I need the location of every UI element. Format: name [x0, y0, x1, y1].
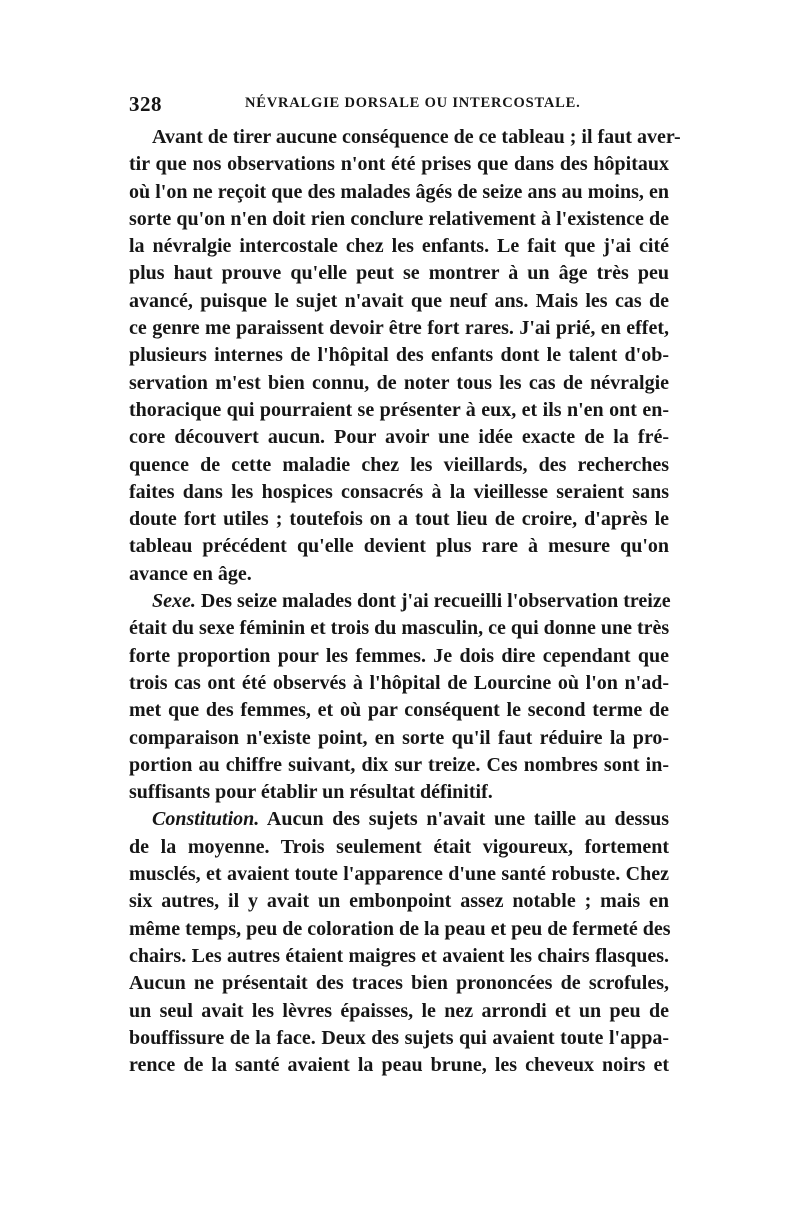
- text-line-rest: Aucun des sujets n'avait une taille au dessus: [259, 808, 669, 831]
- text-line: portion au chiffre suivant, dix sur treize. Ces nombres sont in-: [129, 753, 669, 776]
- running-title: NÉVRALGIE DORSALE OU INTERCOSTALE.: [245, 95, 581, 111]
- text-line: même temps, peu de coloration de la peau et peu de fermeté des: [129, 917, 671, 940]
- text-line: sorte qu'on n'en doit rien conclure relativement à l'existence de: [129, 207, 669, 230]
- text-line: [129, 806, 669, 833]
- text-line: avancé, puisque le sujet n'avait que neuf ans. Mais les cas de: [129, 289, 669, 312]
- text-line: forte proportion pour les femmes. Je dois dire cependant que: [129, 644, 669, 667]
- text-line: était du sexe féminin et trois du masculin, ce qui donne une très: [129, 617, 670, 640]
- text-line: [129, 588, 669, 615]
- text-line: de la moyenne. Trois seulement était vigoureux, fortement: [129, 835, 669, 858]
- text-line: Avant de tirer aucune conséquence de ce tableau ; il faut aver-: [152, 126, 681, 148]
- text-line: où l'on ne reçoit que des malades âgés de seize ans au moins, en: [129, 180, 669, 203]
- text-line: suffisants pour établir un résultat définitif.: [129, 781, 493, 804]
- text-line: thoracique qui pourraient se présenter à eux, et ils n'en ont en-: [129, 398, 669, 421]
- text-line: ce genre me paraissent devoir être fort rares. J'ai prié, en effet,: [129, 317, 669, 340]
- text-line-rest: Des seize malades dont j'ai recueilli l'observation treize: [195, 590, 671, 613]
- text-line: servation m'est bien connu, de noter tous les cas de névralgie: [129, 371, 669, 394]
- text-line: avance en âge.: [129, 562, 252, 585]
- text-line: core découvert aucun. Pour avoir une idée exacte de la fré-: [129, 426, 669, 449]
- running-head: [129, 92, 669, 120]
- text-line: un seul avait les lèvres épaisses, le nez arrondi et un peu de: [129, 999, 669, 1022]
- text-line: quence de cette maladie chez les vieillards, des recherches: [129, 453, 669, 476]
- text-line: Aucun ne présentait des traces bien prononcées de scrofules,: [129, 972, 669, 995]
- text-line: comparaison n'existe point, en sorte qu'il faut réduire la pro-: [129, 726, 669, 749]
- body-text: [129, 124, 681, 1079]
- text-line: la névralgie intercostale chez les enfants. Le fait que j'ai cité: [129, 235, 669, 258]
- text-line: plus haut prouve qu'elle peut se montrer à un âge très peu: [129, 262, 669, 285]
- section-lead-constitution: Constitution.: [152, 808, 260, 831]
- text-line: doute fort utiles ; toutefois on a tout lieu de croire, d'après le: [129, 508, 669, 531]
- text-line: six autres, il y avait un embonpoint assez notable ; mais en: [129, 890, 669, 913]
- text-line: met que des femmes, et où par conséquent le second terme de: [129, 699, 669, 722]
- text-line: trois cas ont été observés à l'hôpital de Lourcine où l'on n'ad-: [129, 671, 669, 694]
- text-line: tableau précédent qu'elle devient plus rare à mesure qu'on: [129, 535, 669, 558]
- text-line: musclés, et avaient toute l'apparence d'une santé robuste. Chez: [129, 863, 669, 886]
- text-line: chairs. Les autres étaient maigres et avaient les chairs flasques.: [129, 944, 669, 967]
- text-line: faites dans les hospices consacrés à la vieillesse seraient sans: [129, 480, 669, 503]
- page-number: 328: [129, 92, 162, 116]
- text-line: tir que nos observations n'ont été prises que dans des hôpitaux: [129, 153, 669, 176]
- text-line: plusieurs internes de l'hôpital des enfants dont le talent d'ob-: [129, 344, 669, 367]
- text-line: rence de la santé avaient la peau brune, les cheveux noirs et: [129, 1054, 669, 1077]
- text-line: bouffissure de la face. Deux des sujets qui avaient toute l'appa-: [129, 1026, 669, 1049]
- section-lead-sexe: Sexe.: [152, 590, 196, 613]
